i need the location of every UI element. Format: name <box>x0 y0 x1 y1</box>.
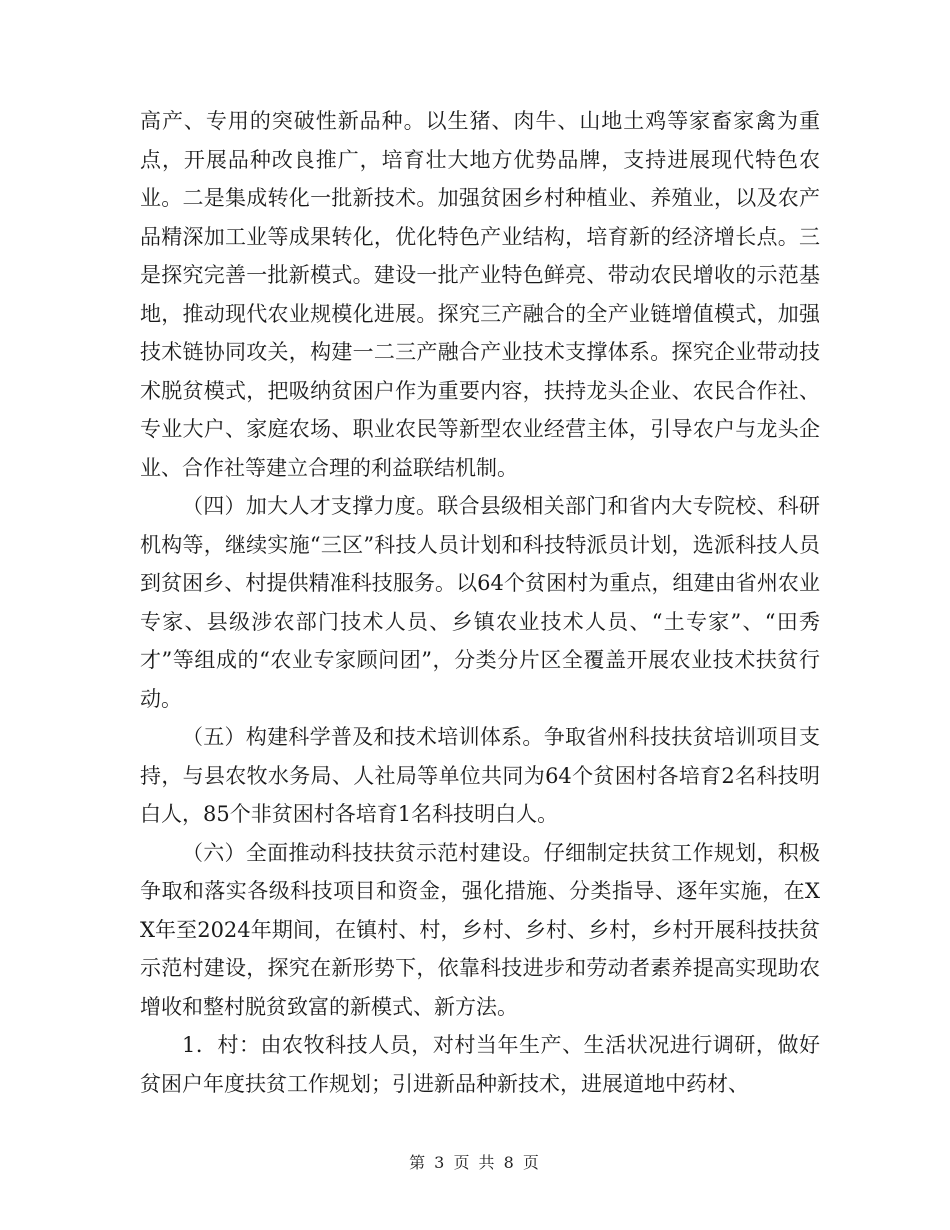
paragraph-4: （六）全面推动科技扶贫示范村建设。仔细制定扶贫工作规划，积极争取和落实各级科技项目和资金，强化措施、分类指导、逐年实施，在XX年至2024年期间，在镇村、村，乡村、乡村、乡村，乡村开展科技扶贫示范村建设，探究在新形势下，依靠科技进步和劳动者素养提高实现助农增收和整村脱贫致富的新模式、新方法。 <box>140 840 820 1019</box>
paragraph-3: （五）构建科学普及和技术培训体系。争取省州科技扶贫培训项目支持，与县农牧水务局、人社局等单位共同为64个贫困村各培育2名科技明白人，85个非贫困村各培育1名科技明白人。 <box>140 725 820 826</box>
paragraph-5: 1．村：由农牧科技人员，对村当年生产、生活状况进行调研，做好贫困户年度扶贫工作规划；引进新品种新技术，进展道地中药材、 <box>140 1033 820 1096</box>
paragraph-2: （四）加大人才支撑力度。联合县级相关部门和省内大专院校、科研机构等，继续实施“三区”科技人员计划和科技特派员计划，选派科技人员到贫困乡、村提供精准科技服务。以64个贫困村为重点，组建由省州农业专家、县级涉农部门技术人员、乡镇农业技术人员、“土专家”、“田秀才”等组成的“农业专家顾问团”，分类分片区全覆盖开展农业技术扶贫行动。 <box>140 494 820 711</box>
paragraph-1: 高产、专用的突破性新品种。以生猪、肉牛、山地土鸡等家畜家禽为重点，开展品种改良推广，培育壮大地方优势品牌，支持进展现代特色农业。二是集成转化一批新技术。加强贫困乡村种植业、养殖业，以及农产品精深加工业等成果转化，优化特色产业结构，培育新的经济增长点。三是探究完善一批新模式。建设一批产业特色鲜亮、带动农民增收的示范基地，推动现代农业规模化进展。探究三产融合的全产业链增值模式，加强技术链协同攻关，构建一二三产融合产业技术支撑体系。探究企业带动技术脱贫模式，把吸纳贫困户作为重要内容，扶持龙头企业、农民合作社、专业大户、家庭农场、职业农民等新型农业经营主体，引导农户与龙头企业、合作社等建立合理的利益联结机制。 <box>140 109 820 480</box>
document-body <box>140 102 820 1103</box>
page-footer: 第 3 页 共 8 页 <box>409 1153 541 1172</box>
